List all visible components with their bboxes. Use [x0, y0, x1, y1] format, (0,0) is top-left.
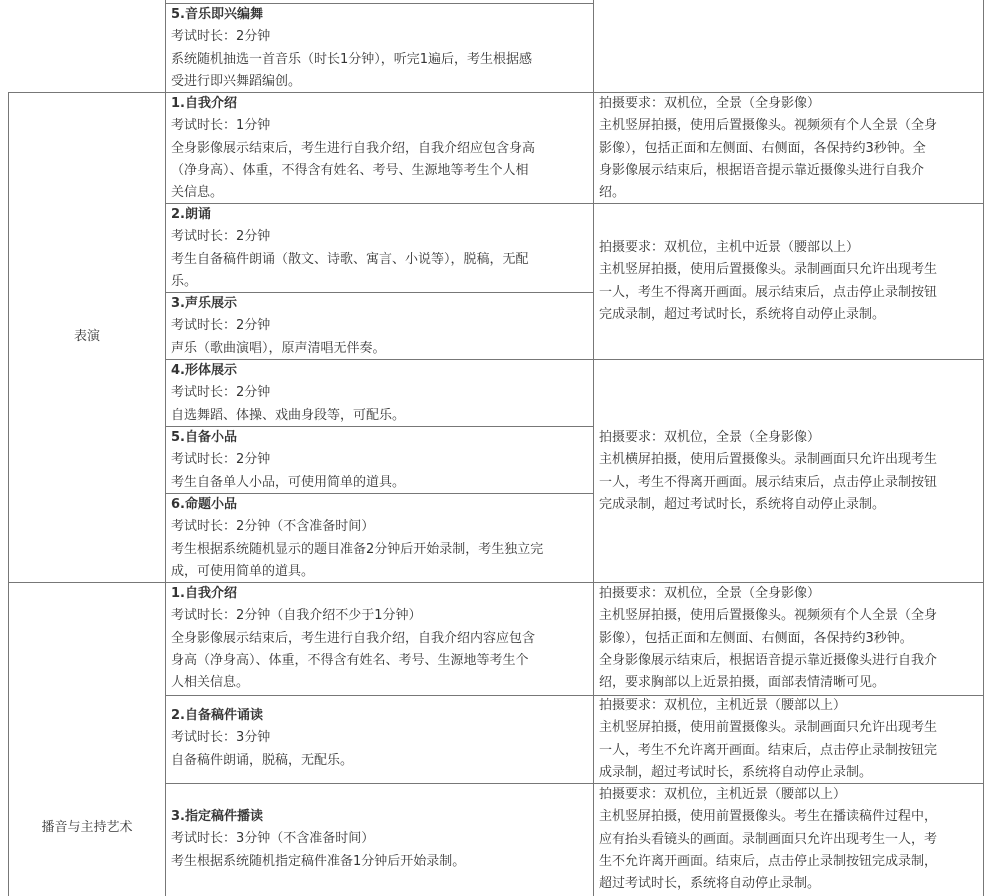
exam-item-line: 受进行即兴舞蹈编创。: [171, 73, 302, 89]
exam-item-line: 考试时长：1分钟: [171, 118, 271, 134]
requirement-line: 完成录制，超过考试时长，系统将自动停止录制。: [599, 496, 886, 512]
exam-item-cell: [171, 806, 591, 873]
grid-line: [165, 0, 166, 896]
exam-item-line: （净身高）、体重，不得含有姓名、考号、生源地等考生个人相: [171, 162, 529, 178]
requirement-line: 一人，考生不得离开画面。展示结束后，点击停止录制按钮: [599, 474, 938, 490]
exam-item-title: 3.声乐展示: [171, 296, 237, 311]
exam-item-title: 2.朗诵: [171, 207, 211, 222]
filming-requirement-cell: [599, 237, 981, 326]
exam-item-title: 3.指定稿件播读: [171, 809, 263, 824]
exam-item-line: 乐。: [171, 273, 198, 289]
exam-item-cell: [171, 583, 591, 694]
exam-item-line: 考生根据系统随机显示的题目准备2分钟后开始录制，考生独立完: [171, 541, 544, 557]
grid-line: [593, 0, 594, 896]
exam-item-line: 考生自备稿件朗诵（散文、诗歌、寓言、小说等），脱稿，无配: [171, 251, 529, 267]
requirement-line: 影像），包括正面和左侧面、右侧面，各保持约3秒钟。全: [599, 140, 926, 156]
requirement-line: 主机横屏拍摄，使用后置摄像头。录制画面只允许出现考生: [599, 452, 938, 468]
category-label: 播音与主持艺术: [41, 820, 133, 835]
exam-item-line: 考试时长：2分钟: [171, 29, 271, 45]
exam-item-cell: [171, 705, 591, 772]
filming-requirement-cell: [599, 93, 981, 204]
requirement-line: 主机竖屏拍摄，使用前置摄像头。录制画面只允许出现考生: [599, 720, 938, 736]
category-label: 表演: [73, 329, 100, 344]
exam-item-line: 关信息。: [171, 185, 224, 201]
exam-item-line: 成，可使用简单的道具。: [171, 563, 315, 579]
requirement-line: 拍摄要求：双机位，全景（全身影像）: [599, 96, 821, 111]
exam-item-cell: [171, 93, 591, 204]
exam-item-title: 6.命题小品: [171, 497, 237, 512]
exam-item-title: 4.形体展示: [171, 363, 237, 378]
requirement-line: 绍。: [599, 185, 626, 201]
exam-item-line: 全身影像展示结束后，考生进行自我介绍，自我介绍应包含身高: [171, 140, 536, 156]
exam-item-title: 2.自备稿件诵读: [171, 708, 263, 723]
exam-item-line: 人相关信息。: [171, 675, 250, 691]
exam-item-cell: [171, 293, 591, 360]
exam-item-line: 自选舞蹈、体操、戏曲身段等，可配乐。: [171, 407, 406, 423]
exam-item-title: 1.自我介绍: [171, 96, 237, 111]
exam-item-line: 考试时长：3分钟: [171, 730, 271, 746]
filming-requirement-cell: [599, 583, 981, 694]
exam-item-title: 5.音乐即兴编舞: [171, 7, 263, 22]
exam-item-line: 考试时长：2分钟: [171, 385, 271, 401]
exam-item-line: 考试时长：2分钟: [171, 452, 271, 468]
exam-item-line: 考试时长：2分钟: [171, 229, 271, 245]
requirement-line: 完成录制，超过考试时长，系统将自动停止录制。: [599, 306, 886, 322]
requirement-line: 应有抬头看镜头的画面。录制画面只允许出现考生一人，考: [599, 831, 938, 847]
requirement-line: 拍摄要求：双机位，全景（全身影像）: [599, 430, 821, 445]
requirement-line: 主机竖屏拍摄，使用后置摄像头。视频须有个人全景（全身: [599, 608, 938, 624]
exam-item-line: 考试时长：2分钟（自我介绍不少于1分钟）: [171, 608, 422, 624]
exam-item-line: 考生自备单人小品，可使用简单的道具。: [171, 474, 406, 490]
exam-item-line: 自备稿件朗诵，脱稿，无配乐。: [171, 752, 354, 768]
exam-item-title: 5.自备小品: [171, 430, 237, 445]
exam-item-cell: [171, 360, 591, 427]
exam-item-line: 全身影像展示结束后，考生进行自我介绍，自我介绍内容应包含: [171, 630, 536, 646]
exam-item-line: 考生根据系统随机指定稿件准备1分钟后开始录制。: [171, 853, 466, 869]
requirement-line: 主机竖屏拍摄，使用前置摄像头。考生在播读稿件过程中，: [599, 809, 938, 825]
requirement-line: 影像），包括正面和左侧面、右侧面，各保持约3秒钟。: [599, 630, 913, 646]
requirement-line: 主机竖屏拍摄，使用后置摄像头。视频须有个人全景（全身: [599, 118, 938, 134]
requirement-line: 超过考试时长，系统将自动停止录制。: [599, 876, 821, 892]
exam-item-line: 身高（净身高）、体重，不得含有姓名、考号、生源地等考生个: [171, 652, 529, 668]
grid-line: [983, 0, 984, 896]
exam-item-line: 系统随机抽选一首音乐（时长1分钟），听完1遍后，考生根据感: [171, 51, 533, 67]
requirement-line: 拍摄要求：双机位，主机中近景（腰部以上）: [599, 240, 860, 255]
exam-item-cell: [171, 494, 591, 583]
requirement-line: 绍，要求胸部以上近景拍摄，面部表情清晰可见。: [599, 675, 886, 691]
requirement-line: 拍摄要求：双机位，主机近景（腰部以上）: [599, 787, 847, 802]
filming-requirement-cell: [599, 784, 981, 895]
filming-requirement-cell: [599, 427, 981, 516]
requirement-line: 身影像展示结束后，根据语音提示靠近摄像头进行自我介: [599, 162, 925, 178]
exam-item-title: 1.自我介绍: [171, 586, 237, 601]
exam-item-cell: [171, 204, 591, 293]
requirement-line: 主机竖屏拍摄，使用后置摄像头。录制画面只允许出现考生: [599, 262, 938, 278]
exam-item-line: 声乐（歌曲演唱），原声清唱无伴奏。: [171, 340, 386, 356]
requirement-line: 一人，考生不允许离开画面。结束后，点击停止录制按钮完: [599, 742, 938, 758]
exam-item-line: 考试时长：2分钟（不含准备时间）: [171, 519, 375, 535]
requirement-line: 拍摄要求：双机位，全景（全身影像）: [599, 586, 821, 601]
requirement-line: 一人，考生不得离开画面。展示结束后，点击停止录制按钮: [599, 284, 938, 300]
filming-requirement-cell: [599, 695, 981, 784]
requirement-line: 拍摄要求：双机位，主机近景（腰部以上）: [599, 698, 847, 713]
grid-line: [8, 92, 9, 896]
exam-item-cell: [171, 427, 591, 494]
requirement-line: 生不允许离开画面。结束后，点击停止录制按钮完成录制，: [599, 853, 938, 869]
exam-item-line: 考试时长：2分钟: [171, 318, 271, 334]
requirement-line: 成录制，超过考试时长，系统将自动停止录制。: [599, 764, 873, 780]
exam-item-cell: [171, 4, 591, 93]
requirement-line: 全身影像展示结束后，根据语音提示靠近摄像头进行自我介: [599, 652, 938, 668]
exam-item-line: 考试时长：3分钟（不含准备时间）: [171, 831, 375, 847]
